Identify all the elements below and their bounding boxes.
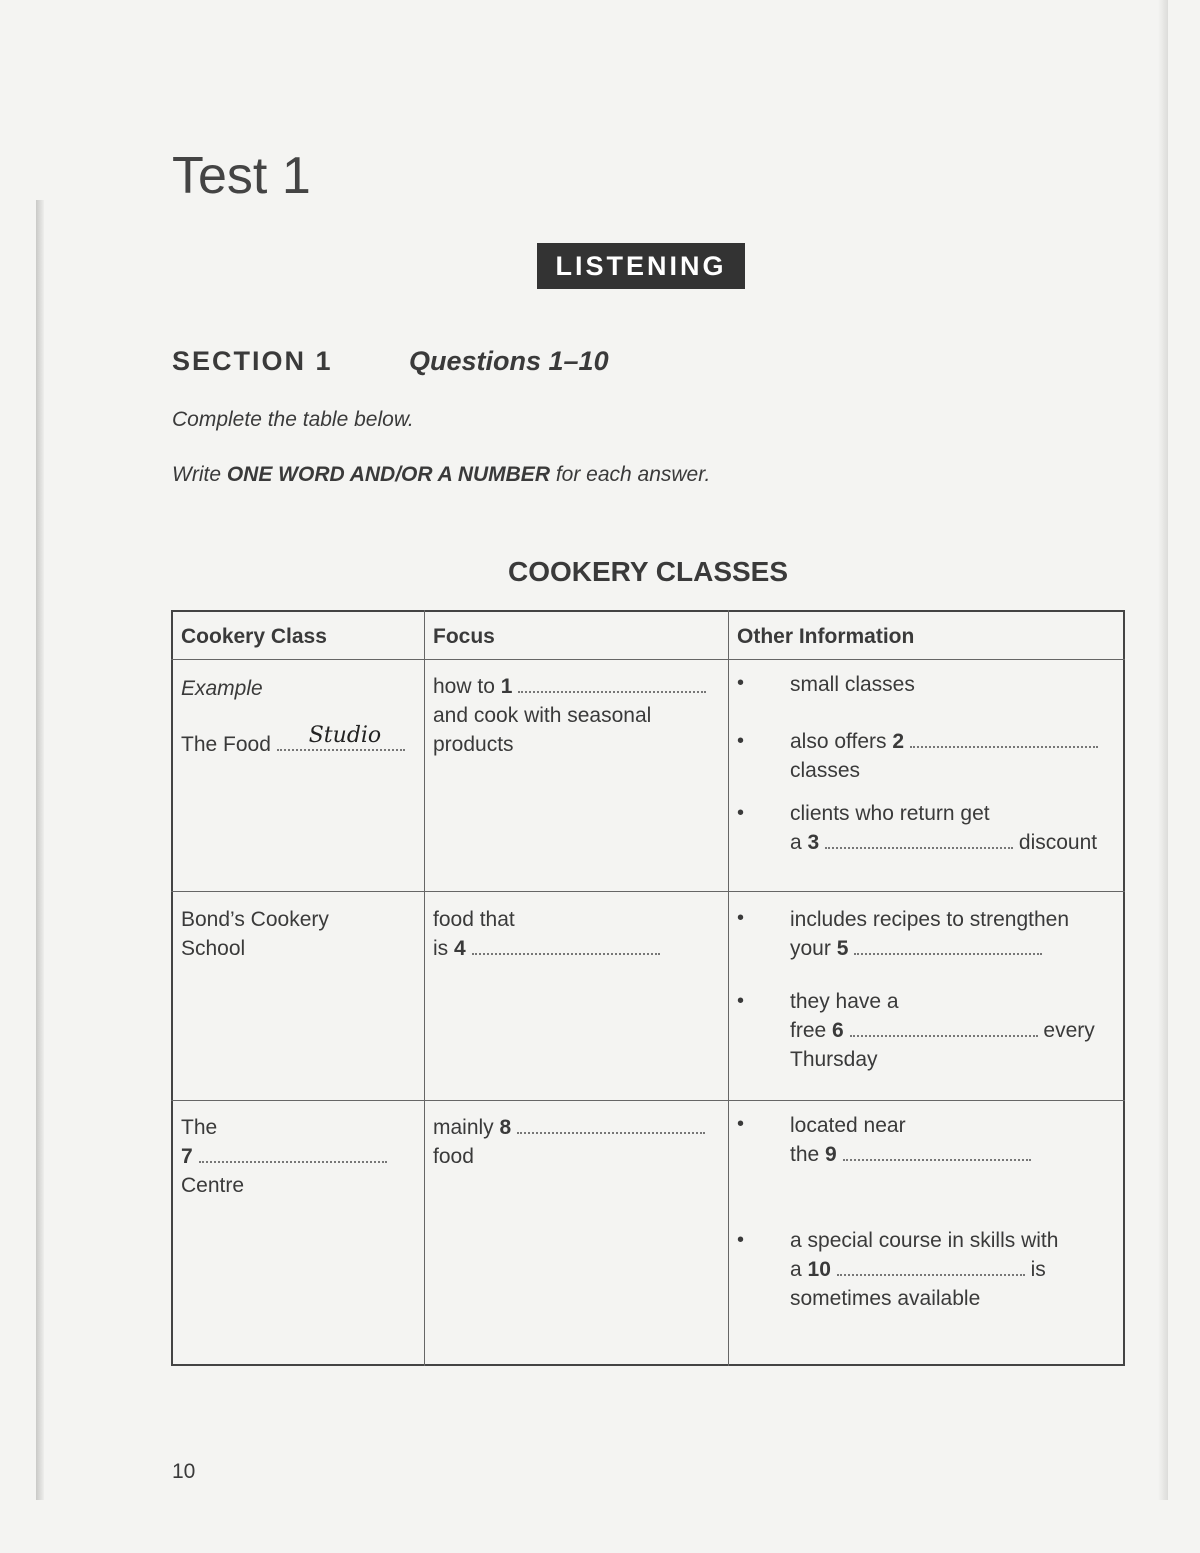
header-other-information: Other Information xyxy=(737,625,915,648)
answer-blank-9[interactable] xyxy=(843,1143,1031,1161)
row1-focus xyxy=(433,672,706,759)
answer-blank-4[interactable] xyxy=(472,937,660,955)
row2-class-name xyxy=(181,905,329,963)
class-text: The Food xyxy=(181,733,271,756)
answer-blank-8[interactable] xyxy=(517,1116,705,1134)
info-line: sometimes available xyxy=(790,1287,981,1310)
info-text: free xyxy=(790,1019,827,1042)
bullet: • xyxy=(737,1229,745,1251)
info-line: they have a xyxy=(790,990,899,1013)
answer-blank-3[interactable] xyxy=(825,831,1013,849)
info-text: a xyxy=(790,1258,802,1281)
listening-badge: LISTENING xyxy=(537,243,745,289)
example-answer-blank xyxy=(277,723,405,751)
row3-info-2 xyxy=(790,1226,1058,1313)
instruction-text: for each answer. xyxy=(549,463,711,486)
column-divider xyxy=(728,610,729,1366)
question-number-3: 3 xyxy=(807,831,820,854)
row-divider xyxy=(171,659,1125,660)
info-line xyxy=(790,934,1069,963)
header-cookery-class: Cookery Class xyxy=(181,625,327,648)
focus-line xyxy=(433,1113,705,1142)
row2-info-1 xyxy=(790,905,1069,963)
focus-line: products xyxy=(433,733,514,756)
page-edge-shadow-right xyxy=(1158,0,1168,1500)
row1-info-3 xyxy=(790,799,1097,857)
question-number-5: 5 xyxy=(836,937,849,960)
info-line: a special course in skills with xyxy=(790,1229,1059,1252)
row1-class-name xyxy=(181,723,405,759)
section-heading: SECTION 1 xyxy=(172,346,333,376)
column-divider xyxy=(424,610,425,1366)
class-line xyxy=(181,1142,387,1171)
info-line: located near xyxy=(790,1114,906,1137)
bullet: • xyxy=(737,802,745,824)
page-number: 10 xyxy=(172,1460,196,1483)
info-text: also offers xyxy=(790,730,887,753)
info-line xyxy=(790,828,1097,857)
bullet: • xyxy=(737,672,745,694)
info-line xyxy=(790,1016,1095,1045)
row3-info-1 xyxy=(790,1111,1031,1169)
bullet: • xyxy=(737,907,745,929)
question-number-9: 9 xyxy=(825,1143,837,1166)
info-text: a xyxy=(790,831,802,854)
row-divider xyxy=(171,891,1125,892)
focus-line: and cook with seasonal xyxy=(433,704,652,727)
bullet: • xyxy=(737,730,745,752)
example-answer: Studio xyxy=(308,723,382,748)
answer-blank-7[interactable] xyxy=(199,1145,387,1163)
answer-blank-6[interactable] xyxy=(850,1019,1038,1037)
header-focus: Focus xyxy=(433,625,495,648)
row2-info-2 xyxy=(790,987,1095,1074)
row1-info-1: small classes xyxy=(790,673,915,696)
focus-text: mainly xyxy=(433,1116,494,1139)
question-number-4: 4 xyxy=(454,937,466,960)
info-line xyxy=(790,1140,1031,1169)
info-text: your xyxy=(790,937,831,960)
test-title: Test 1 xyxy=(172,147,311,205)
class-line: The xyxy=(181,1116,218,1139)
info-line: clients who return get xyxy=(790,802,990,825)
answer-blank-2[interactable] xyxy=(910,730,1098,748)
focus-text: how to xyxy=(433,675,495,698)
question-number-6: 6 xyxy=(832,1019,844,1042)
bullet: • xyxy=(737,990,745,1012)
info-text: every xyxy=(1043,1019,1095,1042)
info-text: is xyxy=(1030,1258,1046,1281)
focus-line xyxy=(433,934,660,963)
instruction-text: Write xyxy=(172,463,227,486)
class-line: School xyxy=(181,937,246,960)
row-divider xyxy=(171,1100,1125,1101)
row3-focus xyxy=(433,1113,705,1171)
info-line: classes xyxy=(790,759,861,782)
info-text: the xyxy=(790,1143,820,1166)
question-number-1: 1 xyxy=(500,675,513,698)
example-label: Example xyxy=(181,677,263,700)
focus-line: food that xyxy=(433,908,515,931)
answer-blank-5[interactable] xyxy=(854,937,1042,955)
question-number-2: 2 xyxy=(892,730,905,753)
row2-focus xyxy=(433,905,660,963)
class-line: Centre xyxy=(181,1174,245,1197)
row1-info-2 xyxy=(790,727,1098,785)
instruction-line-2 xyxy=(172,463,710,487)
info-text: discount xyxy=(1018,831,1098,854)
bullet: • xyxy=(737,1113,745,1135)
instruction-emphasis: ONE WORD AND/OR A NUMBER xyxy=(226,463,550,486)
info-line xyxy=(790,727,1098,756)
questions-range: Questions 1–10 xyxy=(409,346,609,376)
focus-line xyxy=(433,672,706,701)
question-number-8: 8 xyxy=(499,1116,512,1139)
question-number-10: 10 xyxy=(807,1258,831,1281)
info-line: includes recipes to strengthen xyxy=(790,908,1069,931)
class-line: Bond’s Cookery xyxy=(181,908,329,931)
info-line: Thursday xyxy=(790,1048,878,1071)
row3-class-name xyxy=(181,1113,387,1200)
instruction-line-1: Complete the table below. xyxy=(172,408,414,431)
table-title: COOKERY CLASSES xyxy=(507,556,789,587)
focus-line: food xyxy=(433,1145,474,1168)
focus-text: is xyxy=(433,937,449,960)
page-edge-shadow-left xyxy=(36,200,44,1500)
question-number-7: 7 xyxy=(181,1145,193,1168)
info-line xyxy=(790,1255,1058,1284)
answer-blank-10[interactable] xyxy=(837,1258,1025,1276)
answer-blank-1[interactable] xyxy=(518,675,706,693)
